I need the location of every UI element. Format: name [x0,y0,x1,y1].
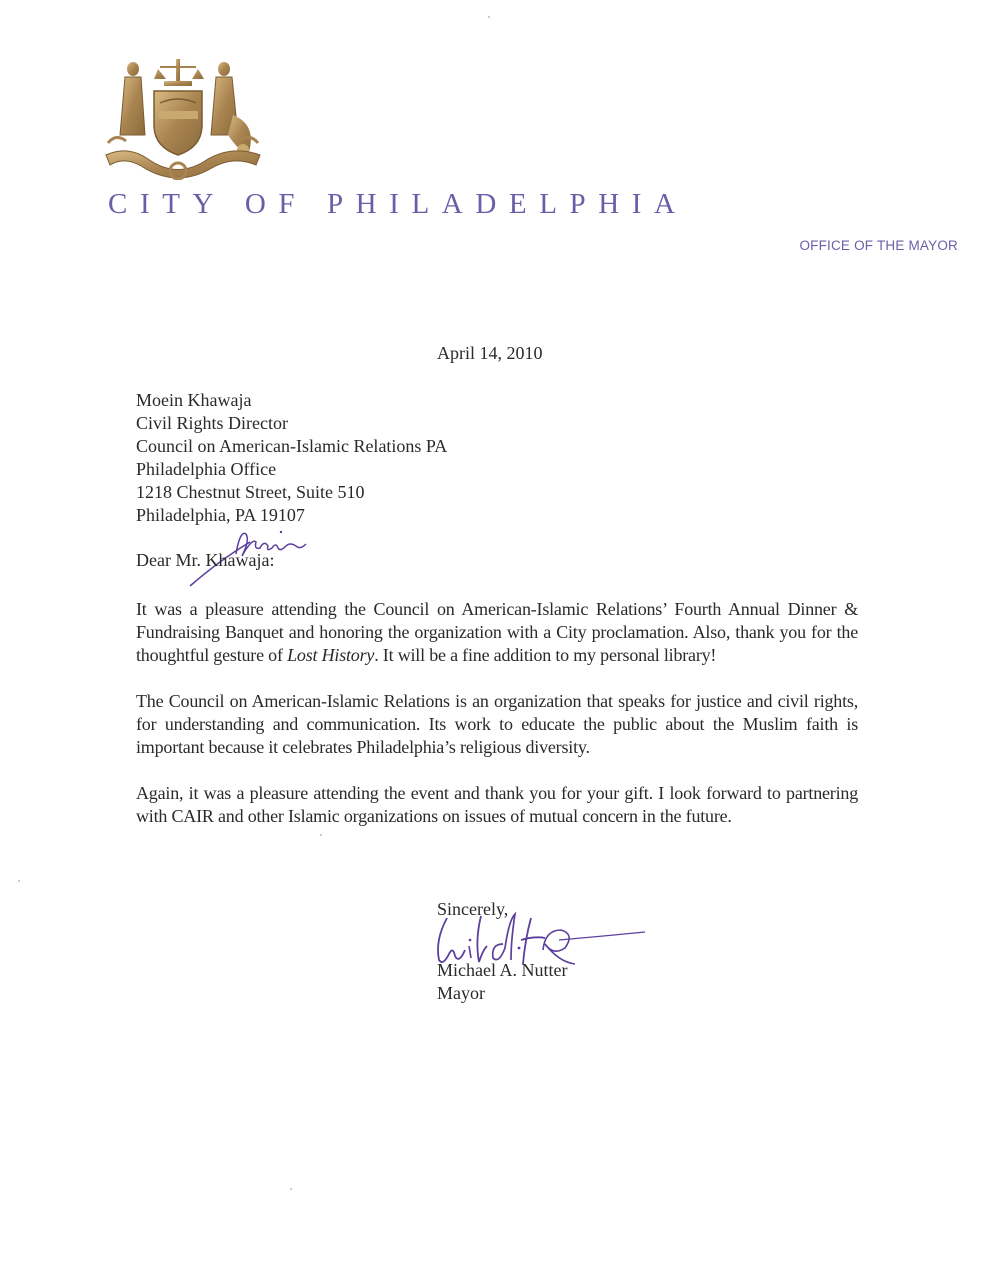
recipient-street: 1218 Chestnut Street, Suite 510 [136,482,365,502]
letter-body [136,598,858,851]
valediction: Sincerely, [437,899,509,919]
city-seal-icon [98,55,268,180]
recipient-city: Philadelphia, PA 19107 [136,505,305,525]
recipient-organization: Council on American-Islamic Relations PA [136,436,448,456]
p1-text-end: . It will be a fine addition to my personal library! [374,645,717,665]
scan-speck [488,16,490,18]
body-paragraph-3: Again, it was a pleasure attending the event and thank you for your gift. I look forward to partnering with CAIR and other Islamic organizations on issues of mutual concern in the future. [136,783,858,826]
recipient-name: Moein Khawaja [136,390,252,410]
p1-text-start: It was a pleasure attending the Council on American-Islamic Relations’ Fourth Annual Dinner & Fundraising Banquet and honoring the organization with a City proclamation. Also, thank you for the thoughtful gesture of [136,599,858,665]
letterhead-office: OFFICE OF THE MAYOR [799,238,958,253]
signer-name: Michael A. Nutter [437,960,568,980]
scan-speck [18,880,20,882]
signature-icon [425,910,650,975]
signer-title: Mayor [437,983,485,1003]
body-paragraph-1 [136,598,858,667]
letter-date: April 14, 2010 [437,343,543,363]
letterhead-title: CITY OF PHILADELPHIA [108,188,688,220]
scan-speck [290,1188,292,1190]
recipient-office: Philadelphia Office [136,459,277,479]
recipient-address [136,389,447,527]
body-paragraph-2: The Council on American-Islamic Relations is an organization that speaks for justice and civil rights, for understanding and communication. Its work to educate the public about the Muslim faith is important because it celebrates Philadelphia’s religious diversity. [136,691,858,757]
recipient-title: Civil Rights Director [136,413,288,433]
scan-speck [320,834,322,836]
book-title: Lost History [287,645,375,665]
salutation: Dear Mr. Khawaja: [136,550,275,570]
